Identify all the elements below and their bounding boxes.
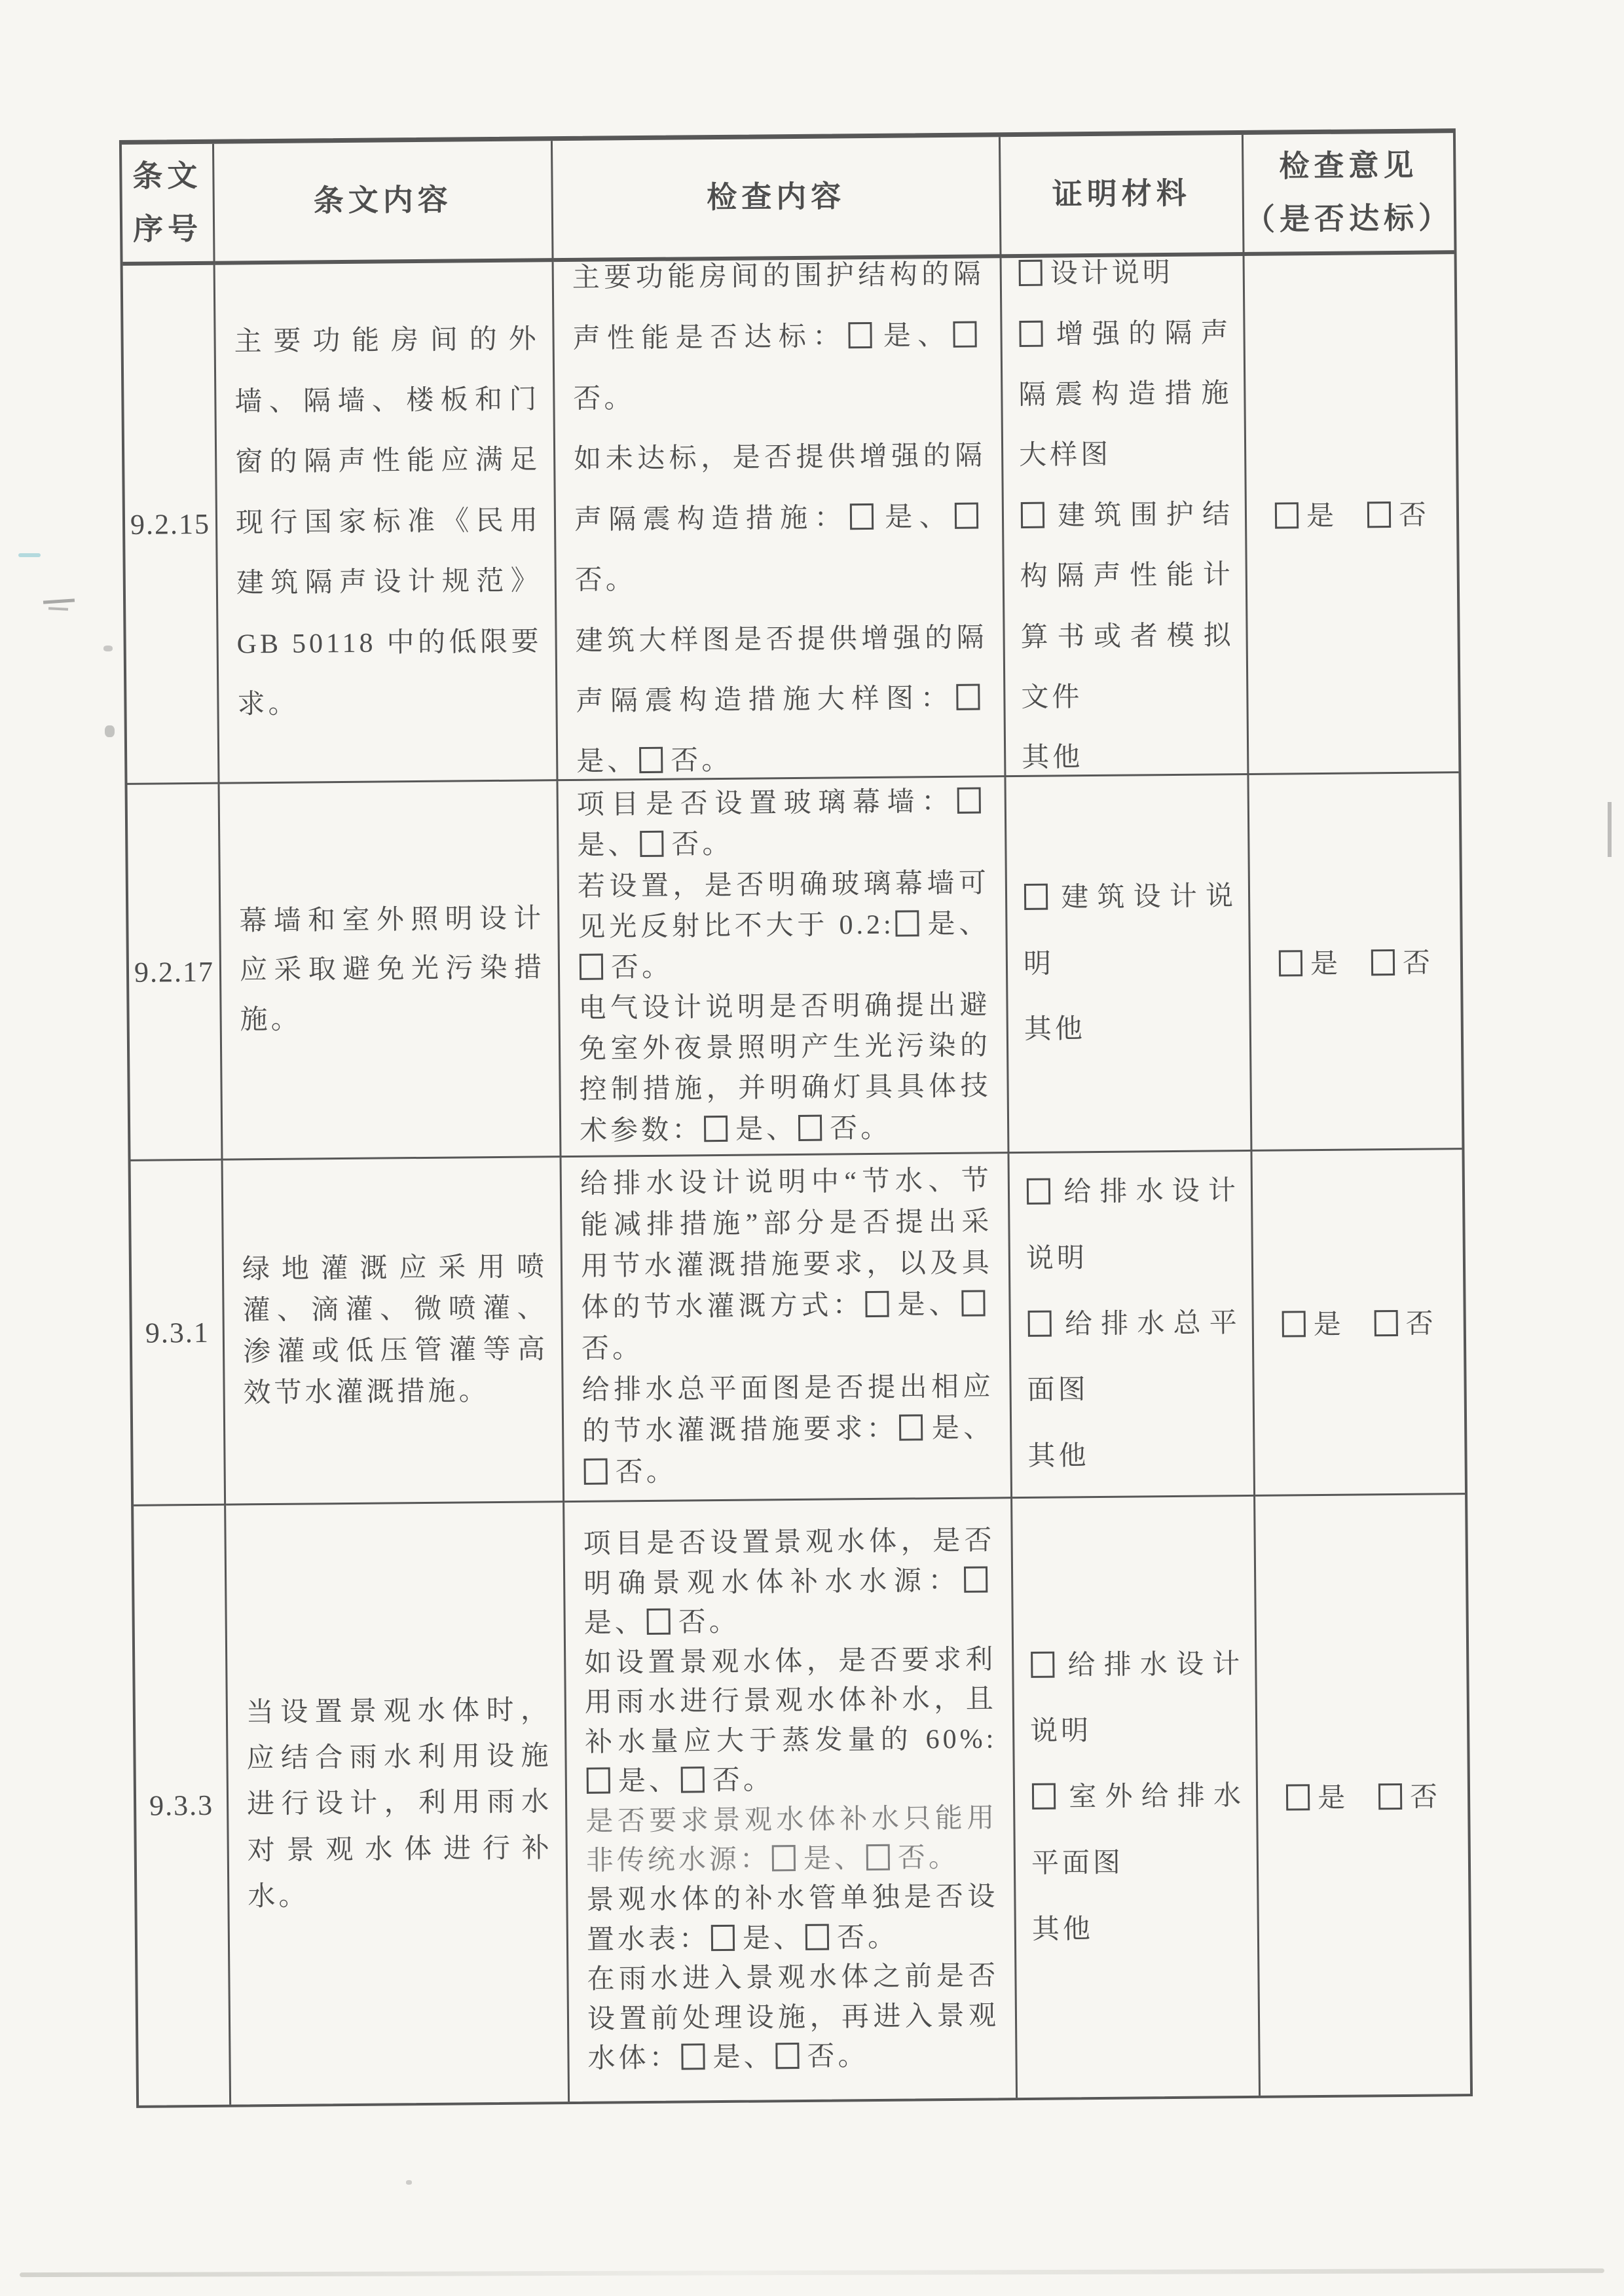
check-item: 给排水总平面图是否提出相应的节水灌溉措施要求： 是、否。 [581, 1372, 995, 1488]
check-item: 在雨水进入景观水体之前是否设置前处理设施，再进入景观水体： 是、 否。 [587, 1961, 1000, 2075]
checkbox-icon[interactable] [1375, 1310, 1398, 1336]
check-item: 景观水体的补水管单独是否设置水表： 是、 否。 [586, 1882, 999, 1956]
material-item: 增强的隔声隔震构造措施大样图 [1018, 318, 1232, 471]
materials-cell [1002, 256, 1249, 777]
checkbox-icon[interactable] [681, 2044, 705, 2070]
scan-artifact [105, 725, 115, 737]
opinion-cell [1249, 773, 1462, 1152]
checkbox-icon[interactable] [805, 1924, 829, 1950]
scan-artifact [18, 553, 41, 557]
material-item: 其他 [1031, 1914, 1094, 1945]
scan-edge-shadow [20, 2269, 1604, 2277]
scan-artifact [406, 2180, 412, 2185]
checkbox-icon[interactable] [865, 1291, 889, 1317]
clause-number-cell: 9.3.3 [134, 1506, 231, 2105]
clause-text-cell [226, 1503, 570, 2104]
checkbox-icon[interactable] [647, 1609, 671, 1635]
checkbox-icon[interactable] [639, 747, 663, 773]
clause-text: 当设置景观水体时，应结合雨水利用设施进行设计，利用雨水对景观水体进行补水。 [246, 1695, 553, 1912]
checkbox-icon[interactable] [1367, 501, 1391, 528]
header-clause-number: 条文 序号 [122, 144, 215, 266]
opinion-no: 否 [1370, 941, 1434, 981]
scan-artifact [1608, 802, 1612, 857]
material-item: 给排水设计说明 [1029, 1649, 1244, 1747]
checklist-sheet [119, 128, 1473, 2108]
scan-artifact [43, 598, 75, 604]
checkbox-icon[interactable] [1024, 883, 1048, 909]
materials-cell [1009, 1152, 1255, 1499]
opinion-cell [1245, 254, 1459, 775]
checkbox-icon[interactable] [1378, 1783, 1402, 1809]
checkbox-icon[interactable] [1028, 1310, 1052, 1336]
clause-text: 主要功能房间的外墙、隔墙、楼板和门窗的隔声性能应满足现行国家标准《民用建筑隔声设计规范》GB 50118 中的低限要求。 [234, 324, 542, 720]
opinion-yes: 是 [1280, 1303, 1344, 1343]
checkbox-icon[interactable] [1282, 1311, 1306, 1337]
check-content-cell [562, 1154, 1013, 1503]
checkbox-icon[interactable] [1032, 1783, 1056, 1810]
check-item: 主要功能房间的围护结构的隔声性能是否达标： 是、否。 [572, 259, 984, 414]
material-item: 其他 [1027, 1441, 1090, 1472]
material-item: 室外给排水平面图 [1031, 1781, 1245, 1879]
scan-artifact [103, 646, 113, 651]
check-content-cell [558, 777, 1009, 1157]
checkbox-icon[interactable] [1019, 260, 1043, 286]
opinion-no: 否 [1373, 1302, 1437, 1341]
checkbox-icon[interactable] [957, 788, 981, 814]
review-checklist-table [119, 128, 1473, 2108]
checkbox-icon[interactable] [584, 1459, 608, 1485]
check-content-cell [554, 258, 1006, 781]
checkbox-icon[interactable] [850, 503, 874, 530]
checkbox-icon[interactable] [1279, 950, 1302, 976]
opinion-cell [1255, 1495, 1470, 2096]
material-item: 给排水设计说明 [1025, 1176, 1240, 1274]
opinion-yes: 是 [1278, 942, 1342, 982]
clause-number-cell: 9.2.15 [123, 265, 220, 785]
opinion-no: 否 [1377, 1775, 1441, 1815]
check-item: 如未达标，是否提供增强的隔声隔震构造措施： 是、否。 [574, 441, 986, 596]
checkbox-icon[interactable] [961, 1290, 985, 1316]
checkbox-icon[interactable] [1031, 1651, 1054, 1677]
check-content-cell [564, 1499, 1018, 2102]
clause-text-cell [215, 262, 559, 784]
scan-artifact [48, 607, 68, 611]
checkbox-icon[interactable] [580, 953, 603, 979]
check-item: 项目是否设置景观水体，是否明确景观水体补水水源：是、 否。 [583, 1525, 995, 1639]
checkbox-icon[interactable] [953, 321, 976, 347]
opinion-yes: 是 [1285, 1776, 1349, 1815]
material-item: 其他 [1022, 742, 1084, 774]
check-item: 项目是否设置玻璃幕墙：是、 否。 [577, 782, 989, 867]
checkbox-icon[interactable] [866, 1844, 890, 1870]
checkbox-icon[interactable] [1371, 949, 1395, 975]
materials-cell [1012, 1497, 1261, 2098]
checkbox-icon[interactable] [640, 831, 663, 857]
check-item: 建筑大样图是否提供增强的隔声隔震构造措施大样图：是、 否。 [575, 623, 987, 778]
checkbox-icon[interactable] [1027, 1178, 1050, 1205]
material-item: 建筑围护结构隔声性能计算书或者模拟文件 [1020, 499, 1234, 713]
opinion-no: 否 [1366, 494, 1430, 534]
check-item: 是否要求景观水体补水只能用非传统水源： 是、 否。 [585, 1802, 998, 1876]
checkbox-icon[interactable] [681, 1766, 705, 1793]
clause-text: 绿地灌溉应采用喷灌、滴灌、微喷灌、渗灌或低压管灌等高效节水灌溉措施。 [242, 1252, 549, 1409]
material-item: 建筑设计说明 [1023, 881, 1237, 979]
checkbox-icon[interactable] [711, 1925, 735, 1951]
checkbox-icon[interactable] [1286, 1784, 1310, 1810]
checkbox-icon[interactable] [798, 1114, 822, 1140]
header-clause-content: 条文内容 [214, 141, 554, 265]
check-item: 给排水设计说明中“节水、节能减排措施”部分是否提出采用节水灌溉措施要求，以及具体的节水灌溉方式： 是、否。 [580, 1165, 993, 1364]
header-proof-materials: 证明材料 [1001, 135, 1245, 258]
checkbox-icon[interactable] [1275, 502, 1299, 528]
checkbox-icon[interactable] [772, 1845, 796, 1871]
material-item: 其他 [1024, 1014, 1086, 1046]
checkbox-icon[interactable] [964, 1566, 987, 1592]
header-review-opinion: 检查意见 （是否达标） [1244, 133, 1454, 256]
checkbox-icon[interactable] [896, 910, 919, 936]
clause-text-cell [223, 1157, 565, 1505]
opinion-cell [1252, 1150, 1465, 1497]
clause-text-cell [220, 781, 562, 1160]
clause-number-cell: 9.3.1 [131, 1161, 227, 1506]
checkbox-icon[interactable] [775, 2043, 799, 2069]
check-item: 电气设计说明是否明确提出避免室外夜景照明产生光污染的控制措施，并明确灯具具体技术参数： 是、 否。 [578, 990, 991, 1146]
checkbox-icon[interactable] [955, 502, 978, 528]
checkbox-icon[interactable] [587, 1768, 610, 1794]
check-item: 若设置，是否明确玻璃幕墙可见光反射比不大于 0.2: 是、否。 [577, 868, 990, 983]
header-check-content: 检查内容 [553, 137, 1002, 262]
clause-text: 幕墙和室外照明设计应采取避免光污染措施。 [239, 903, 545, 1036]
check-item: 如设置景观水体，是否要求利用雨水进行景观水体补水，且补水量应大于蒸发量的 60%:是、 否。 [584, 1644, 997, 1797]
opinion-yes: 是 [1274, 494, 1338, 534]
materials-cell [1006, 775, 1252, 1154]
checkbox-icon[interactable] [704, 1115, 728, 1141]
material-item: 给排水总平面图 [1027, 1307, 1240, 1406]
checkbox-icon[interactable] [1021, 501, 1044, 528]
checkbox-icon[interactable] [848, 322, 872, 348]
checkbox-icon[interactable] [956, 684, 980, 710]
checkbox-icon[interactable] [899, 1414, 923, 1440]
material-item: 设计说明 [1017, 256, 1231, 305]
checkbox-icon[interactable] [1019, 320, 1043, 346]
clause-number-cell: 9.2.17 [128, 784, 223, 1161]
